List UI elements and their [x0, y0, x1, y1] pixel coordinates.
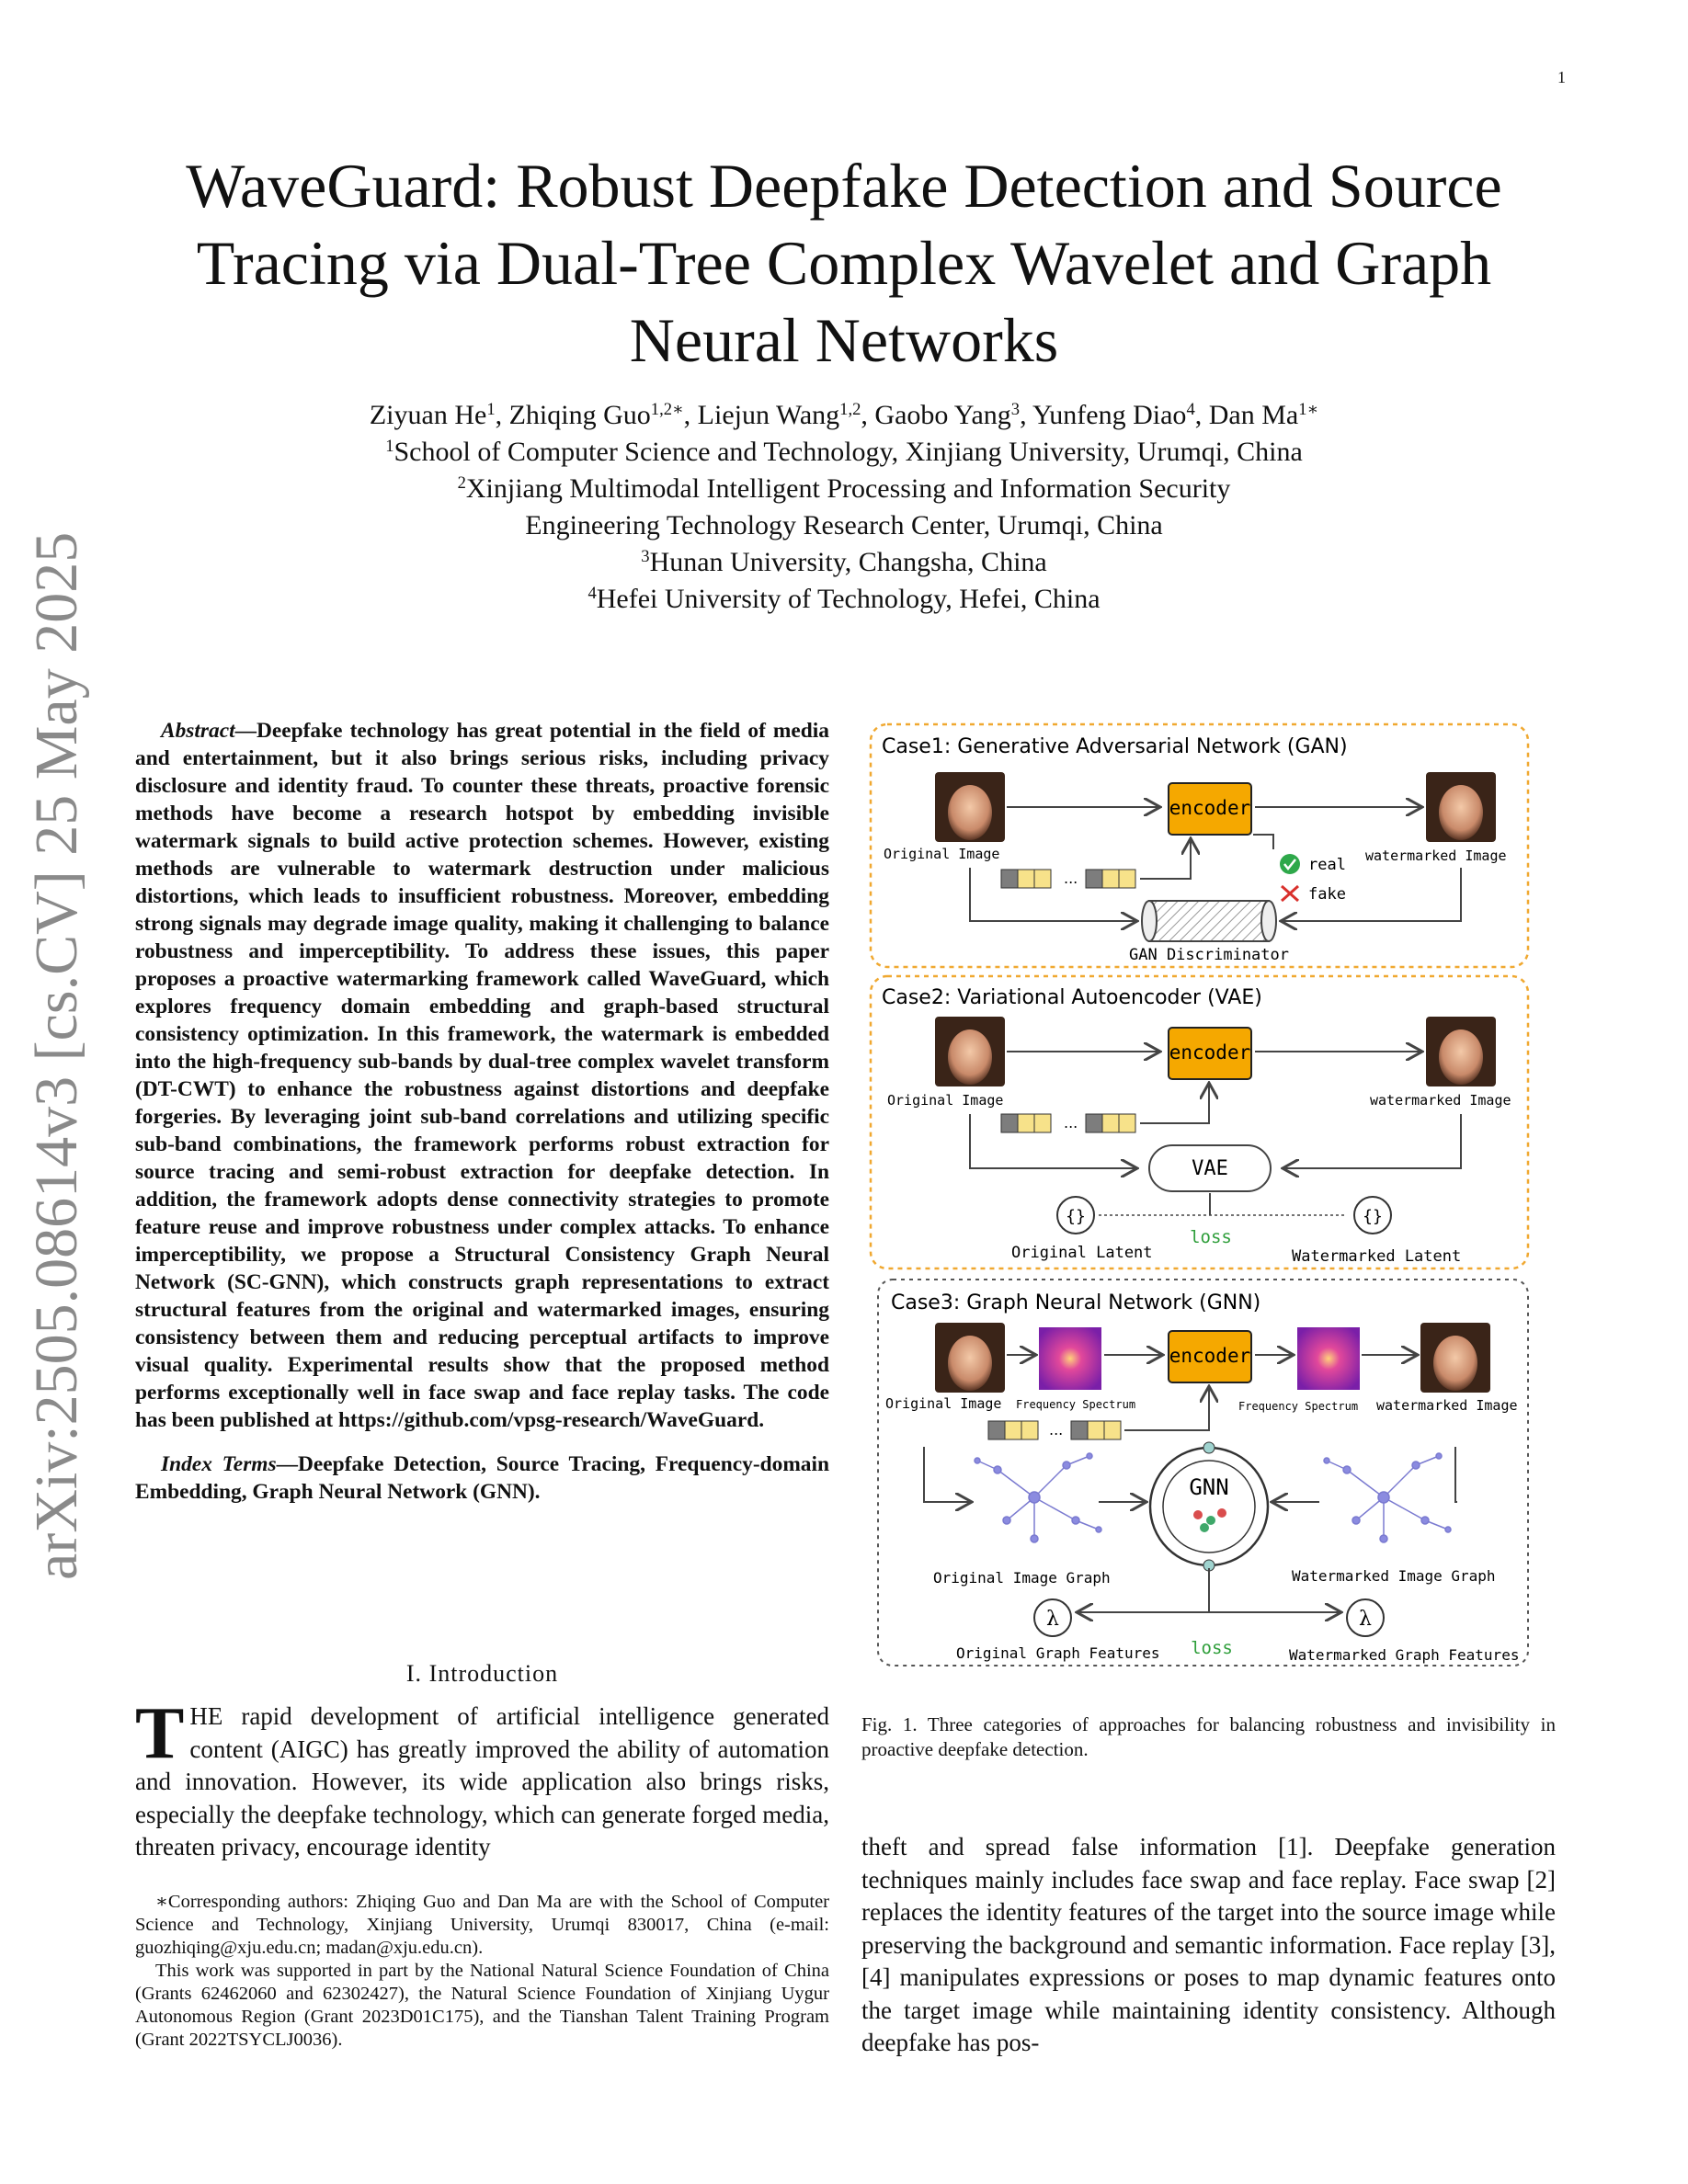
arxiv-stamp	[22, 0, 92, 2184]
page-number: 1	[1557, 68, 1566, 86]
case3-watermarked-feature-icon	[1347, 1599, 1384, 1636]
abstract-paragraph: Abstract—Deepfake technology has great potential in the field of media and entertainment, but it also brings serious risks, including privacy disclosure and identity fraud. To counter these threats, proactive forensic methods have become a research hotspot by embedding invisible watermark signals to build active protection schemes. However, existing methods are vulnerable to watermark destruction under malicious distortions, which leads to insufficient robustness. Moreover, embedding strong signals may degrade image quality, making it challenging to balance robustness and imperceptibility. To address these issues, this paper proposes a proactive watermarking framework called WaveGuard, which explores frequency domain embedding and graph-based structural consistency optimization. In this framework, the watermark is embedded into the high-frequency sub-bands by dual-tree complex wavelet transform (DT-CWT) to enhance the robustness against distortions and deepfake forgeries. By leveraging joint sub-band correlations and utilizing specific sub-band combinations, the framework performs robust extraction for source tracing and semi-robust extraction for deepfake detection. In addition, the framework adopts dense connectivity strategies to promote feature reuse and improve robustness under complex attacks. To enhance imperceptibility, we propose a Structural Consistency Graph Neural Network (SC-GNN), which constructs graph representations to extract structural features from the original and watermarked images, ensuring consistency between them and reducing perceptual artifacts to improve visual quality. Experimental results show that the proposed method performs exceptionally well in face swap and face replay tasks. The code has been published at https://github.com/vpsg-research/WaveGuard.	[135, 719, 829, 1432]
case1-watermark-bits	[1001, 870, 1135, 888]
case1-fake-label: fake	[1308, 885, 1346, 904]
affiliation-2: $^2$Xinjiang Multimodal Intelligent Processing and Information Security	[457, 472, 1231, 504]
case2-vae	[1149, 1145, 1271, 1191]
index-terms-label: Index Terms	[161, 1452, 277, 1476]
case2-encoder	[1169, 1028, 1251, 1079]
case3-title: Case3: Graph Neural Network (GNN)	[891, 1291, 1261, 1314]
case3-original-face	[935, 1323, 1005, 1393]
svg-text:{}: {}	[1363, 1207, 1383, 1226]
affiliation-3: $^3$Hunan University, Changsha, China	[641, 546, 1047, 577]
case3-watermarked-graph	[1324, 1453, 1451, 1542]
abstract-label: Abstract	[161, 719, 235, 743]
intro-right-column	[861, 1831, 1556, 2060]
case1-fake-icon	[1282, 886, 1298, 901]
case3-original-graph-label: Original Image Graph	[933, 1569, 1111, 1587]
footnotes	[135, 1891, 829, 2052]
dropcap: T	[135, 1693, 185, 1774]
case3-loss-label: loss	[1191, 1638, 1233, 1658]
index-terms: Index Terms—Deepfake Detection, Source Tracing, Frequency-domain Embedding, Graph Neural Network (GNN).	[135, 1452, 830, 1504]
abstract	[135, 717, 829, 1506]
index-terms-text: Deepfake Detection, Source Tracing, Frequency-domain Embedding, Graph Neural Network (GNN).	[135, 1452, 830, 1504]
abstract-text: Deepfake technology has great potential in the field of media and entertainment, but it also brings serious risks, including privacy disclosure and identity fraud. To counter these threats, proactive forensic methods have become a research hotspot by embedding invisible watermark signals to build active protection schemes. However, existing methods are vulnerable to watermark destruction under malicious distortions, which leads to insufficient robustness. Moreover, embedding strong signals may degrade image quality, making it challenging to balance robustness and imperceptibility. To address these issues, this paper proposes a proactive watermarking framework called WaveGuard, which explores frequency domain embedding and graph-based structural consistency optimization. In this framework, the watermark is embedded into the high-frequency sub-bands by dual-tree complex wavelet transform (DT-CWT) to enhance the robustness against distortions and deepfake forgeries. By leveraging joint sub-band correlations and utilizing specific sub-band combinations, the framework performs robust extraction for source tracing and semi-robust extraction for deepfake detection. In addition, the framework adopts dense connectivity strategies to promote feature reuse and improve robustness under complex attacks. To enhance imperceptibility, we propose a Structural Consistency Graph Neural Network (SC-GNN), which constructs graph representations to extract structural features from the original and watermarked images, ensuring consistency between them and reducing perceptual artifacts to improve visual quality. Experimental results show that the proposed method performs exceptionally well in face swap and face replay tasks. The code has been published at https://github.com/vpsg-research/WaveGuard.	[135, 719, 829, 1432]
author-block	[129, 397, 1559, 618]
footnote-funding: This work was supported in part by the National Natural Science Foundation of China (Grants 62462060 and 62302427), the Natural Science Foundation of Xinjiang Uygur Autonomous Region (Grant 2023D01C175), and the Tianshan Talent Training Program (Grant 2022TSYCLJ0036).	[135, 1961, 829, 2050]
author-name: Zhiqing Guo$^{1,2∗}$	[508, 399, 684, 430]
author-list: Ziyuan He$^1$, Zhiqing Guo$^{1,2∗}$, Liejun Wang$^{1,2}$, Gaobo Yang$^3$, Yunfeng Diao$^4$, Dan $Ma^{1∗}$	[369, 399, 1319, 430]
case3-original-graph	[975, 1453, 1101, 1542]
case3-freq-label-2: Frequency Spectrum	[1238, 1400, 1359, 1413]
case3-gnn	[1150, 1442, 1268, 1571]
svg-text:encoder: encoder	[1169, 1345, 1251, 1367]
case3-original-label: Original Image	[885, 1395, 1002, 1412]
svg-text:...: ...	[1049, 1421, 1064, 1439]
author-name: Yunfeng Diao$^4$	[1032, 399, 1195, 430]
case3-watermarked-features-label: Watermarked Graph Features	[1289, 1646, 1520, 1664]
case3-frequency-spectrum-1	[1039, 1327, 1101, 1390]
section-heading: I. Introduction	[405, 1660, 559, 1687]
case1-encoder	[1169, 783, 1251, 835]
intro-text-right: theft and spread false information [1]. Deepfake generation techniques mainly includes face swap and face replay. Face swap [2] replaces the identity features of the target into the source image while preserving the background and semantic information. Face replay [3], [4] manipulates expressions or poses to map dynamic features onto the target image while maintaining identity consistency. Although deepfake has pos-	[861, 1833, 1556, 2056]
case2-watermarked-latent-icon	[1354, 1197, 1391, 1234]
case2-watermark-bits	[1001, 1114, 1135, 1132]
svg-text:VAE: VAE	[1192, 1157, 1228, 1180]
case3-watermarked-label: watermarked Image	[1376, 1397, 1518, 1414]
svg-text:GNN: GNN	[1189, 1474, 1229, 1500]
case1-title: Case1: Generative Adversarial Network (GAN)	[882, 735, 1348, 758]
case3-frequency-spectrum-2	[1297, 1327, 1360, 1390]
case3-watermark-bits	[988, 1421, 1121, 1439]
case3-original-feature-icon	[1034, 1599, 1071, 1636]
case2-watermarked-latent-label: Watermarked Latent	[1292, 1247, 1462, 1266]
affiliation-1: $^1$School of Computer Science and Technology, Xinjiang University, Urumqi, China	[385, 436, 1303, 467]
case1-real-label: real	[1308, 856, 1346, 874]
svg-text:{}: {}	[1066, 1207, 1086, 1226]
affiliation-2-cont: Engineering Technology Research Center, Urumqi, China	[525, 510, 1163, 540]
footnote-corresponding: ∗Corresponding authors: Zhiqing Guo and Dan Ma are with the School of Computer Science and Technology, Xinjiang University, Urumqi 830017, China (e-mail: guozhiqing@xju.edu.cn; madan@xju.edu.cn).	[135, 1892, 829, 1958]
affiliation-4: $^4$Hefei University of Technology, Hefei, China	[587, 583, 1101, 614]
figure-1-diagram	[869, 721, 1549, 1677]
case2-original-label: Original Image	[887, 1092, 1004, 1109]
svg-text:encoder: encoder	[1169, 1041, 1251, 1064]
author-name: Liejun Wang$^{1,2}$	[697, 399, 861, 430]
case3-watermarked-graph-label: Watermarked Image Graph	[1292, 1567, 1496, 1585]
author-name: Ziyuan He$^1$	[369, 399, 496, 430]
case2-original-latent-icon	[1057, 1197, 1094, 1234]
svg-text:encoder: encoder	[1169, 797, 1251, 819]
case1-original-label: Original Image	[884, 846, 1000, 862]
svg-text:...: ...	[1064, 870, 1078, 887]
case2-watermarked-label: watermarked Image	[1370, 1092, 1511, 1109]
case2-original-face	[935, 1017, 1005, 1086]
case2-loss-label: loss	[1190, 1227, 1232, 1247]
case1-discriminator	[1142, 901, 1276, 941]
case1-discriminator-label: GAN Discriminator	[1129, 946, 1289, 964]
case2-title: Case2: Variational Autoencoder (VAE)	[882, 986, 1262, 1009]
intro-text-left: HE rapid development of artificial intelligence generated content (AIGC) has greatly improved the ability of automation and innovation. However, its wide application also brings risks, especially the deepfake technology, which can generate forged media, threaten privacy, encourage identity	[135, 1702, 829, 1860]
case2-watermarked-face	[1426, 1017, 1496, 1086]
case1-watermarked-face	[1426, 772, 1496, 842]
intro-left-column	[135, 1693, 829, 1864]
case3-watermarked-face	[1420, 1323, 1490, 1393]
case1-original-face	[935, 772, 1005, 842]
case3-encoder	[1169, 1331, 1251, 1382]
paper-title: WaveGuard: Robust Deepfake Detection and Source Tracing via Dual-Tree Complex Wavelet and Graph Neural Networks	[186, 151, 1502, 375]
case1-real-icon	[1280, 854, 1300, 874]
arxiv-stamp-text: arXiv:2505.08614v3 [cs.CV] 25 May 2025	[23, 531, 90, 1580]
svg-text:λ: λ	[1359, 1608, 1372, 1631]
case3-freq-label-1: Frequency Spectrum	[1016, 1398, 1136, 1411]
case1-watermarked-label: watermarked Image	[1365, 847, 1507, 864]
svg-text:...: ...	[1064, 1114, 1078, 1132]
author-name: Gaobo Yang$^3$	[874, 399, 1021, 430]
svg-text:λ: λ	[1046, 1608, 1059, 1631]
case3-original-features-label: Original Graph Features	[956, 1644, 1160, 1662]
figure-1	[869, 721, 1549, 1677]
case2-original-latent-label: Original Latent	[1011, 1244, 1153, 1262]
figure-caption: Fig. 1. Three categories of approaches for balancing robustness and invisibility in proactive deepfake detection.	[861, 1713, 1556, 1760]
author-name: Dan $Ma^{1∗}$	[1208, 399, 1319, 430]
